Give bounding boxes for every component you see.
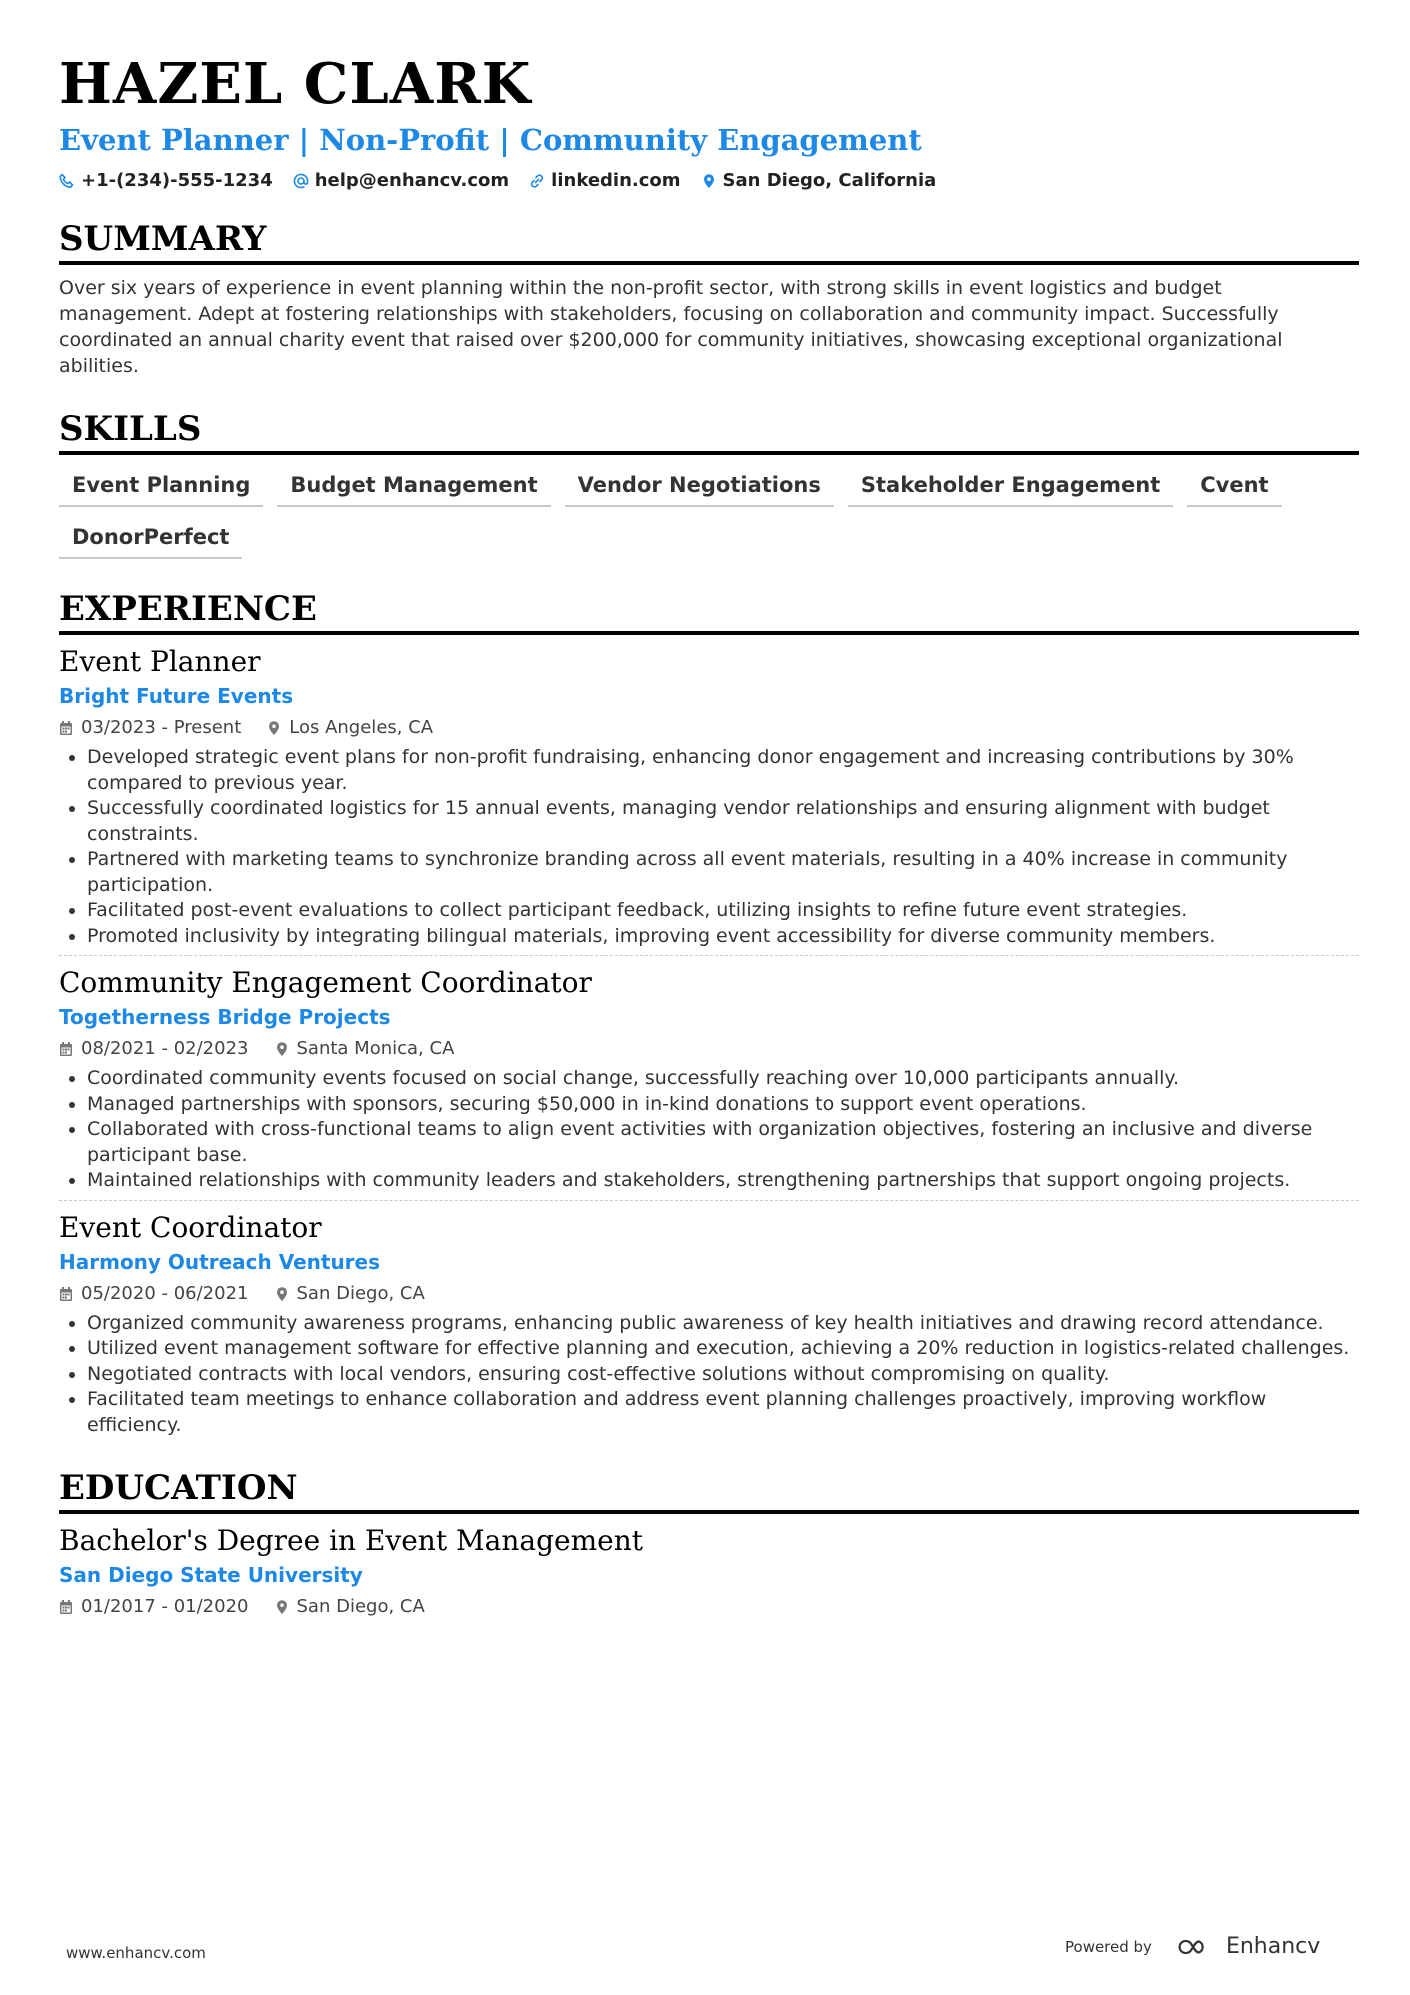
list-item: • Successfully coordinated logistics for 15 annual events, managing vendor relationships and ensuring alignment with budget constraints. — [87, 796, 1359, 847]
calendar-icon — [59, 720, 73, 736]
map-pin-icon — [275, 1041, 289, 1057]
skill-tag: Cvent — [1187, 465, 1281, 507]
experience-section — [59, 587, 1359, 1444]
education-degree: Bachelor's Degree in Event Management — [59, 1524, 643, 1557]
skill-tag: DonorPerfect — [59, 517, 242, 559]
list-item: • Organized community awareness programs, enhancing public awareness of key health initiatives and drawing record attendance. — [87, 1311, 1359, 1337]
education-location: San Diego, CA — [296, 1596, 425, 1617]
summary-text: Over six years of experience in event planning within the non-profit sector, with strong skills in event logistics and budget management. Adept at fostering relationships with stakeholders, focusing on collaboration and community impact. Successfully coordinated an annual charity event that raised over $200,000 for community initiatives, showcasing exceptional organizational abilities. — [59, 277, 1283, 377]
education-dates: 01/2017 - 01/2020 — [81, 1596, 249, 1617]
job-company[interactable]: Togetherness Bridge Projects — [59, 1005, 391, 1029]
skills-section — [59, 407, 1359, 559]
map-pin-icon — [275, 1286, 289, 1302]
calendar-icon — [59, 1599, 73, 1615]
education-school[interactable]: San Diego State University — [59, 1563, 363, 1587]
job-company[interactable]: Harmony Outreach Ventures — [59, 1249, 381, 1274]
list-item: • Utilized event management software for effective planning and execution, achieving a 20% reduction in logistics-related challenges. — [87, 1336, 1359, 1362]
job-entry — [59, 1200, 1359, 1445]
list-item: • Promoted inclusivity by integrating bilingual materials, improving event accessibility for diverse community members. — [87, 924, 1359, 950]
enhancv-logo-icon — [1174, 1936, 1218, 1958]
skill-tag: Stakeholder Engagement — [848, 465, 1173, 507]
candidate-title: Event Planner | Non-Profit | Community Engagement — [59, 123, 922, 157]
list-item: • Facilitated team meetings to enhance collaboration and address event planning challenges proactively, improving workflow efficiency. — [87, 1387, 1359, 1438]
list-item: • Negotiated contracts with local vendors, ensuring cost-effective solutions without compromising on quality. — [87, 1362, 1359, 1388]
list-item: • Partnered with marketing teams to synchronize branding across all event materials, resulting in a 40% increase in community participation. — [87, 847, 1359, 898]
list-item: • Managed partnerships with sponsors, securing $50,000 in in-kind donations to support event operations. — [87, 1092, 1359, 1118]
link-icon — [529, 173, 545, 189]
skill-tag: Event Planning — [59, 465, 263, 507]
map-pin-icon — [275, 1599, 289, 1615]
job-location: San Diego, CA — [296, 1282, 425, 1304]
enhancv-logo[interactable] — [1174, 1934, 1320, 1959]
job-meta — [59, 1036, 1359, 1062]
contact-location — [701, 170, 937, 191]
contact-phone[interactable] — [59, 170, 273, 191]
job-entry — [59, 643, 1359, 955]
list-item: • Developed strategic event plans for non-profit fundraising, enhancing donor engagement and increasing contributions by 30% compared to previous year. — [87, 745, 1359, 796]
enhancv-brand-text: Enhancv — [1225, 1934, 1321, 1959]
phone-text: +1-(234)-555-1234 — [81, 170, 273, 191]
job-role: Event Planner — [59, 645, 261, 678]
calendar-icon — [59, 1041, 73, 1057]
list-item: • Collaborated with cross-functional teams to align event activities with organization objectives, fostering an inclusive and diverse participant base. — [87, 1117, 1359, 1168]
phone-icon — [59, 173, 75, 189]
linkedin-text: linkedin.com — [551, 170, 681, 191]
job-company[interactable]: Bright Future Events — [59, 684, 294, 708]
skill-tag: Budget Management — [277, 465, 550, 507]
location-text: San Diego, California — [722, 170, 937, 191]
job-bullets — [59, 1311, 1359, 1439]
job-location: Los Angeles, CA — [289, 717, 434, 738]
education-section — [59, 1466, 1359, 1626]
summary-heading: SUMMARY — [59, 217, 1359, 265]
job-dates: 08/2021 - 02/2023 — [81, 1038, 249, 1059]
map-pin-icon — [701, 173, 717, 189]
job-entry — [59, 955, 1359, 1200]
education-entry — [59, 1522, 1359, 1626]
list-item: • Facilitated post-event evaluations to collect participant feedback, utilizing insights to refine future event strategies. — [87, 898, 1359, 924]
list-item: • Maintained relationships with community leaders and stakeholders, strengthening partnerships that support ongoing projects. — [87, 1168, 1359, 1194]
job-bullets — [59, 1066, 1359, 1194]
skills-list — [59, 465, 1359, 559]
job-dates: 05/2020 - 06/2021 — [81, 1282, 249, 1304]
job-role: Event Coordinator — [59, 1210, 322, 1244]
summary-section — [59, 217, 1359, 379]
at-icon — [293, 173, 309, 189]
skills-heading: SKILLS — [59, 407, 1359, 455]
job-role: Community Engagement Coordinator — [59, 966, 592, 999]
calendar-icon — [59, 1286, 73, 1302]
job-dates: 03/2023 - Present — [81, 717, 242, 738]
job-location: Santa Monica, CA — [296, 1038, 455, 1059]
resume-header — [59, 48, 1359, 191]
candidate-name: HAZEL CLARK — [59, 51, 532, 117]
list-item: • Coordinated community events focused on social change, successfully reaching over 10,000 participants annually. — [87, 1066, 1359, 1092]
education-meta — [59, 1594, 1359, 1620]
education-heading: EDUCATION — [59, 1466, 1359, 1514]
map-pin-icon — [267, 720, 281, 736]
contact-linkedin[interactable] — [529, 170, 680, 191]
contact-email[interactable] — [293, 170, 509, 191]
job-bullets — [59, 745, 1359, 949]
footer-branding — [1065, 1934, 1320, 1959]
powered-by-label: Powered by — [1065, 1937, 1152, 1956]
email-text: help@enhancv.com — [314, 170, 510, 191]
resume-page — [59, 48, 1359, 1626]
job-meta — [59, 1281, 1359, 1307]
job-meta — [59, 715, 1359, 741]
contact-row — [59, 170, 1359, 191]
experience-heading: EXPERIENCE — [59, 587, 1359, 635]
footer-website[interactable]: www.enhancv.com — [66, 1944, 206, 1962]
skill-tag: Vendor Negotiations — [565, 465, 834, 507]
